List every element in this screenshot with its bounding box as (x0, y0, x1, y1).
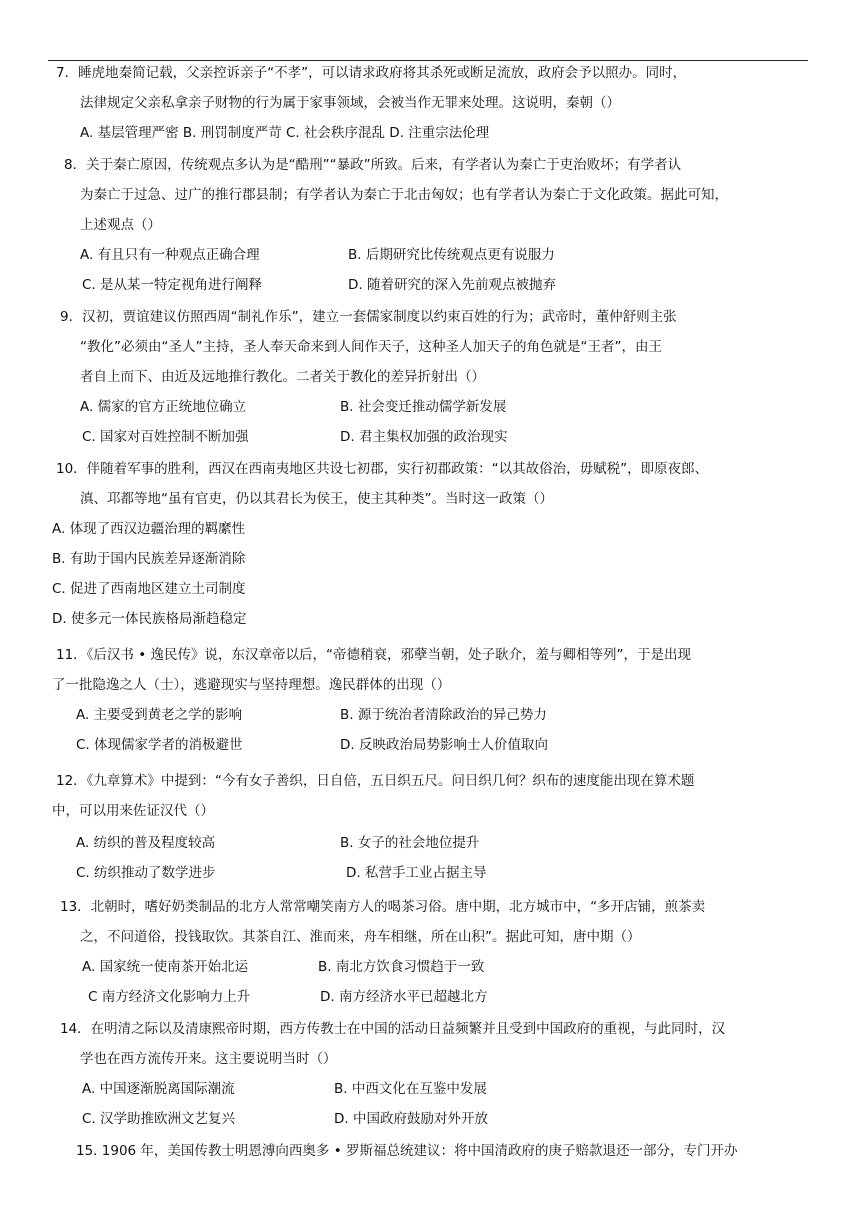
q13-option-c: C 南方经济文化影响力上升 (88, 989, 251, 1005)
top-rule (48, 60, 808, 61)
q14-option-c: C. 汉学助推欧洲文艺复兴 (82, 1111, 236, 1127)
q9-option-b: B. 社会变迁推动儒学新发展 (340, 399, 507, 415)
q15-line-1: 15. 1906 年，美国传教士明恩溥向西奥多 • 罗斯福总统建议：将中国清政府的庚子赔款退还一部分，专门开办 (76, 1143, 738, 1159)
q10-option-b: B. 有助于国内民族差异逐渐消除 (52, 551, 246, 567)
q11-option-b: B. 源于统治者清除政治的异己势力 (340, 707, 547, 723)
q11-line-2: 了一批隐逸之人（士），逃避现实与坚持理想。逸民群体的出现（） (52, 677, 451, 693)
q7-line-2: 法律规定父亲私拿亲子财物的行为属于家事领域，会被当作无罪来处理。这说明，秦朝（） (80, 95, 620, 111)
q8-option-d: D. 随着研究的深入先前观点被抛弃 (348, 277, 556, 293)
q9-line-2: “教化”必须由“圣人”主持，圣人奉天命来到人间作天子，这种圣人加天子的角色就是“王者”，由王 (80, 339, 662, 355)
q10-line-1: 10．伴随着军事的胜利，西汉在西南夷地区共设七初郡，实行初郡政策：“以其故俗治，毋赋税”，即原夜郎、 (56, 461, 709, 477)
q10-option-d: D. 使多元一体民族格局渐趋稳定 (52, 611, 247, 627)
q14-option-d: D. 中国政府鼓励对外开放 (334, 1111, 488, 1127)
q13-line-2: 之，不问道俗，投钱取饮。其茶自江、淮而来，舟车相继，所在山积”。据此可知，唐中期（） (80, 929, 641, 945)
q14-line-1: 14．在明清之际以及清康熙帝时期，西方传教士在中国的活动日益频繁并且受到中国政府的重视，与此同时，汉 (60, 1021, 726, 1037)
q12-option-a: A. 纺织的普及程度较高 (76, 835, 216, 851)
q10-option-a: A. 体现了西汉边疆治理的羁縻性 (52, 521, 246, 537)
q10-line-2: 滇、邛都等地“虽有官吏，仍以其君长为侯王，使主其种类”。当时这一政策（） (80, 491, 553, 507)
q9-option-c: C. 国家对百姓控制不断加强 (82, 429, 249, 445)
q12-line-1: 12．《九章算术》中提到：“今有女子善织，日自倍，五日织五尺。问日织几何？织布的速度能出现在算术题 (56, 773, 695, 789)
q8-option-a: A. 有且只有一种观点正确合理 (80, 247, 260, 263)
q9-option-a: A. 儒家的官方正统地位确立 (80, 399, 247, 415)
q10-option-c: C. 促进了西南地区建立土司制度 (52, 581, 246, 597)
q14-line-2: 学也在西方流传开来。这主要说明当时（） (80, 1051, 337, 1067)
q13-line-1: 13．北朝时，嗜好奶类制品的北方人常常嘲笑南方人的喝茶习俗。唐中期，北方城市中，“多开店铺，煎茶卖 (60, 899, 706, 915)
q9-line-1: 9．汉初，贾谊建议仿照西周“制礼作乐”，建立一套儒家制度以约束百姓的行为；武帝时，董仲舒则主张 (60, 309, 677, 325)
q8-line-3: 上述观点（） (80, 217, 161, 233)
q7-line-1: 7．睡虎地秦简记载，父亲控诉亲子“不孝”，可以请求政府将其杀死或断足流放，政府会予以照办。同时， (56, 65, 687, 81)
q12-option-b: B. 女子的社会地位提升 (340, 835, 480, 851)
q13-option-b: B. 南北方饮食习惯趋于一致 (318, 959, 485, 975)
q12-line-2: 中，可以用来佐证汉代（） (52, 803, 214, 819)
q11-option-a: A. 主要受到黄老之学的影响 (76, 707, 243, 723)
q11-option-c: C. 体现儒家学者的消极避世 (76, 737, 243, 753)
q13-option-d: D. 南方经济水平已超越北方 (320, 989, 488, 1005)
q12-option-c: C. 纺织推动了数学进步 (76, 865, 216, 881)
q11-line-1: 11．《后汉书 • 逸民传》说，东汉章帝以后，“帝德稍衰，邪孽当朝，处子耿介，羞与卿相等列”，于是出现 (56, 647, 691, 663)
q14-option-b: B. 中西文化在互鉴中发展 (334, 1081, 487, 1097)
q7-options: A. 基层管理严密 B. 刑罚制度严苛 C. 社会秩序混乱 D. 注重宗法伦理 (80, 125, 490, 141)
q14-option-a: A. 中国逐渐脱离国际潮流 (82, 1081, 235, 1097)
q8-line-2: 为秦亡于过急、过广的推行郡县制；有学者认为秦亡于北击匈奴；也有学者认为秦亡于文化政策。据此可知， (80, 187, 728, 203)
q8-option-b: B. 后期研究比传统观点更有说服力 (348, 247, 555, 263)
q11-option-d: D. 反映政治局势影响士人价值取向 (340, 737, 548, 753)
q8-line-1: 8．关于秦亡原因，传统观点多认为是“酷刑”“暴政”所致。后来，有学者认为秦亡于吏治败坏；有学者认 (64, 157, 682, 173)
q9-line-3: 者自上而下、由近及远地推行教化。二者关于教化的差异折射出（） (80, 369, 485, 385)
q12-option-d: D. 私营手工业占据主导 (346, 865, 487, 881)
q13-option-a: A. 国家统一使南茶开始北运 (82, 959, 249, 975)
q8-option-c: C. 是从某一特定视角进行阐释 (82, 277, 263, 293)
q9-option-d: D. 君主集权加强的政治现实 (340, 429, 508, 445)
